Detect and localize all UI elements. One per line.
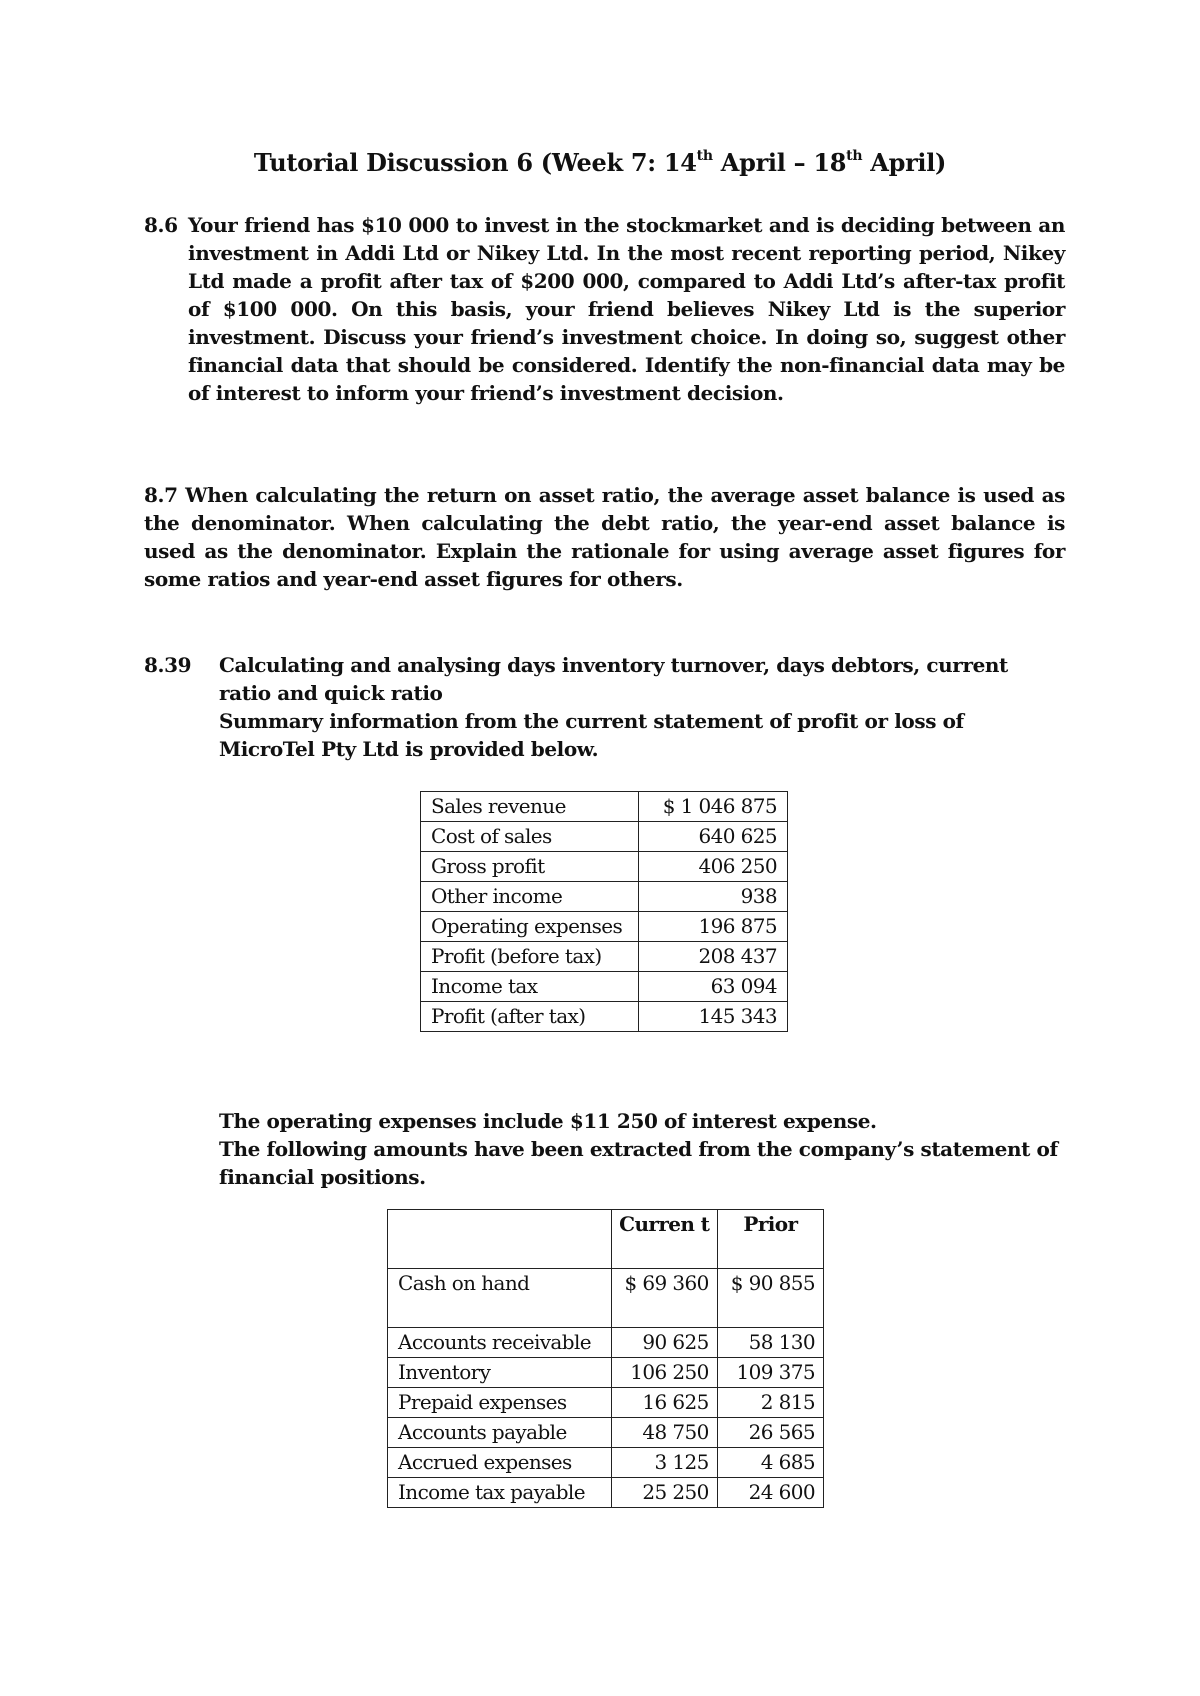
row-current: 16 625 (611, 1388, 717, 1418)
row-value: 196 875 (638, 912, 787, 942)
table-row (421, 912, 788, 942)
row-value: 640 625 (638, 822, 787, 852)
row-label: Sales revenue (421, 792, 639, 822)
row-prior: 109 375 (717, 1358, 823, 1388)
question-heading: Calculating and analysing days inventory turnover, days debtors, current ratio and quick ratio (219, 653, 1008, 705)
row-prior: 24 600 (717, 1478, 823, 1508)
question-text: Your friend has $10 000 to invest in the stockmarket and is deciding between an investment in Addi Ltd or Nikey Ltd. In the most recent reporting period, Nikey Ltd made a profit after tax of $200 000, compared to Addi Ltd’s after-tax profit of $100 000. On this basis, your friend believes Nikey Ltd is the superior investment. Discuss your friend’s investment choice. In doing so, suggest other financial data that should be considered. Identify the non-financial data may be of interest to inform your friend’s investment decision. (188, 213, 1065, 405)
row-label: Income tax (421, 972, 639, 1002)
table-row (388, 1418, 824, 1448)
row-label: Cost of sales (421, 822, 639, 852)
row-label: Prepaid expenses (388, 1388, 612, 1418)
table-row (388, 1448, 824, 1478)
row-current: 25 250 (611, 1478, 717, 1508)
row-prior: 4 685 (717, 1448, 823, 1478)
row-prior: 2 815 (717, 1388, 823, 1418)
page-title (0, 147, 1200, 179)
row-label: Income tax payable (388, 1478, 612, 1508)
row-label: Gross profit (421, 852, 639, 882)
row-label: Other income (421, 882, 639, 912)
row-label: Accounts receivable (388, 1328, 612, 1358)
question-intro: Summary information from the current statement of profit or loss of MicroTel Pty Ltd is provided below. (219, 709, 964, 761)
row-value: 208 437 (638, 942, 787, 972)
table-row (421, 942, 788, 972)
row-current: 48 750 (611, 1418, 717, 1448)
table-row (388, 1328, 824, 1358)
title-superscript-2: th (846, 148, 863, 164)
question-8-6 (144, 211, 1065, 407)
table-row (421, 822, 788, 852)
row-label: Operating expenses (421, 912, 639, 942)
title-superscript-1: th (696, 148, 713, 164)
header-current: Curren t (611, 1210, 717, 1269)
row-prior: $ 90 855 (717, 1269, 823, 1328)
table-row (388, 1358, 824, 1388)
row-prior: 58 130 (717, 1328, 823, 1358)
table-row (421, 882, 788, 912)
question-8-7: 8.7 When calculating the return on asset ratio, the average asset balance is used as the denominator. When calculating the debt ratio, the year-end asset balance is used as the denominator. Explain the rationale for using average asset figures for some ratios and year-end asset figures for others. (144, 483, 1065, 591)
row-value: 938 (638, 882, 787, 912)
row-value: 63 094 (638, 972, 787, 1002)
row-label: Inventory (388, 1358, 612, 1388)
row-label: Accounts payable (388, 1418, 612, 1448)
table-row (421, 1002, 788, 1032)
row-current: 90 625 (611, 1328, 717, 1358)
profit-loss-table (420, 791, 788, 1032)
table-row (388, 1388, 824, 1418)
title-text-middle: April – 18 (712, 148, 847, 177)
table-row (388, 1478, 824, 1508)
row-label: Cash on hand (388, 1269, 612, 1328)
row-prior: 26 565 (717, 1418, 823, 1448)
table-row (421, 792, 788, 822)
row-value: $ 1 046 875 (638, 792, 787, 822)
row-label: Profit (before tax) (421, 942, 639, 972)
header-label (388, 1210, 612, 1269)
interest-note: The operating expenses include $11 250 of interest expense. (219, 1109, 877, 1133)
row-value: 145 343 (638, 1002, 787, 1032)
financial-position-table (387, 1209, 824, 1508)
table-row (421, 972, 788, 1002)
title-text-end: April) (862, 148, 947, 177)
row-current: $ 69 360 (611, 1269, 717, 1328)
extract-note: The following amounts have been extracted from the company’s statement of financial positions. (219, 1137, 1058, 1189)
question-text (219, 651, 1065, 763)
row-value: 406 250 (638, 852, 787, 882)
question-number: 8.6 (144, 213, 178, 237)
question-number: 8.39 (144, 653, 192, 677)
question-8-39 (144, 651, 1065, 763)
table-row (421, 852, 788, 882)
row-current: 3 125 (611, 1448, 717, 1478)
row-current: 106 250 (611, 1358, 717, 1388)
row-label: Accrued expenses (388, 1448, 612, 1478)
title-text-start: Tutorial Discussion 6 (Week 7: 14 (253, 148, 697, 177)
row-label: Profit (after tax) (421, 1002, 639, 1032)
header-prior: Prior (717, 1210, 823, 1269)
table-header-row (388, 1210, 824, 1269)
table-row (388, 1269, 824, 1328)
